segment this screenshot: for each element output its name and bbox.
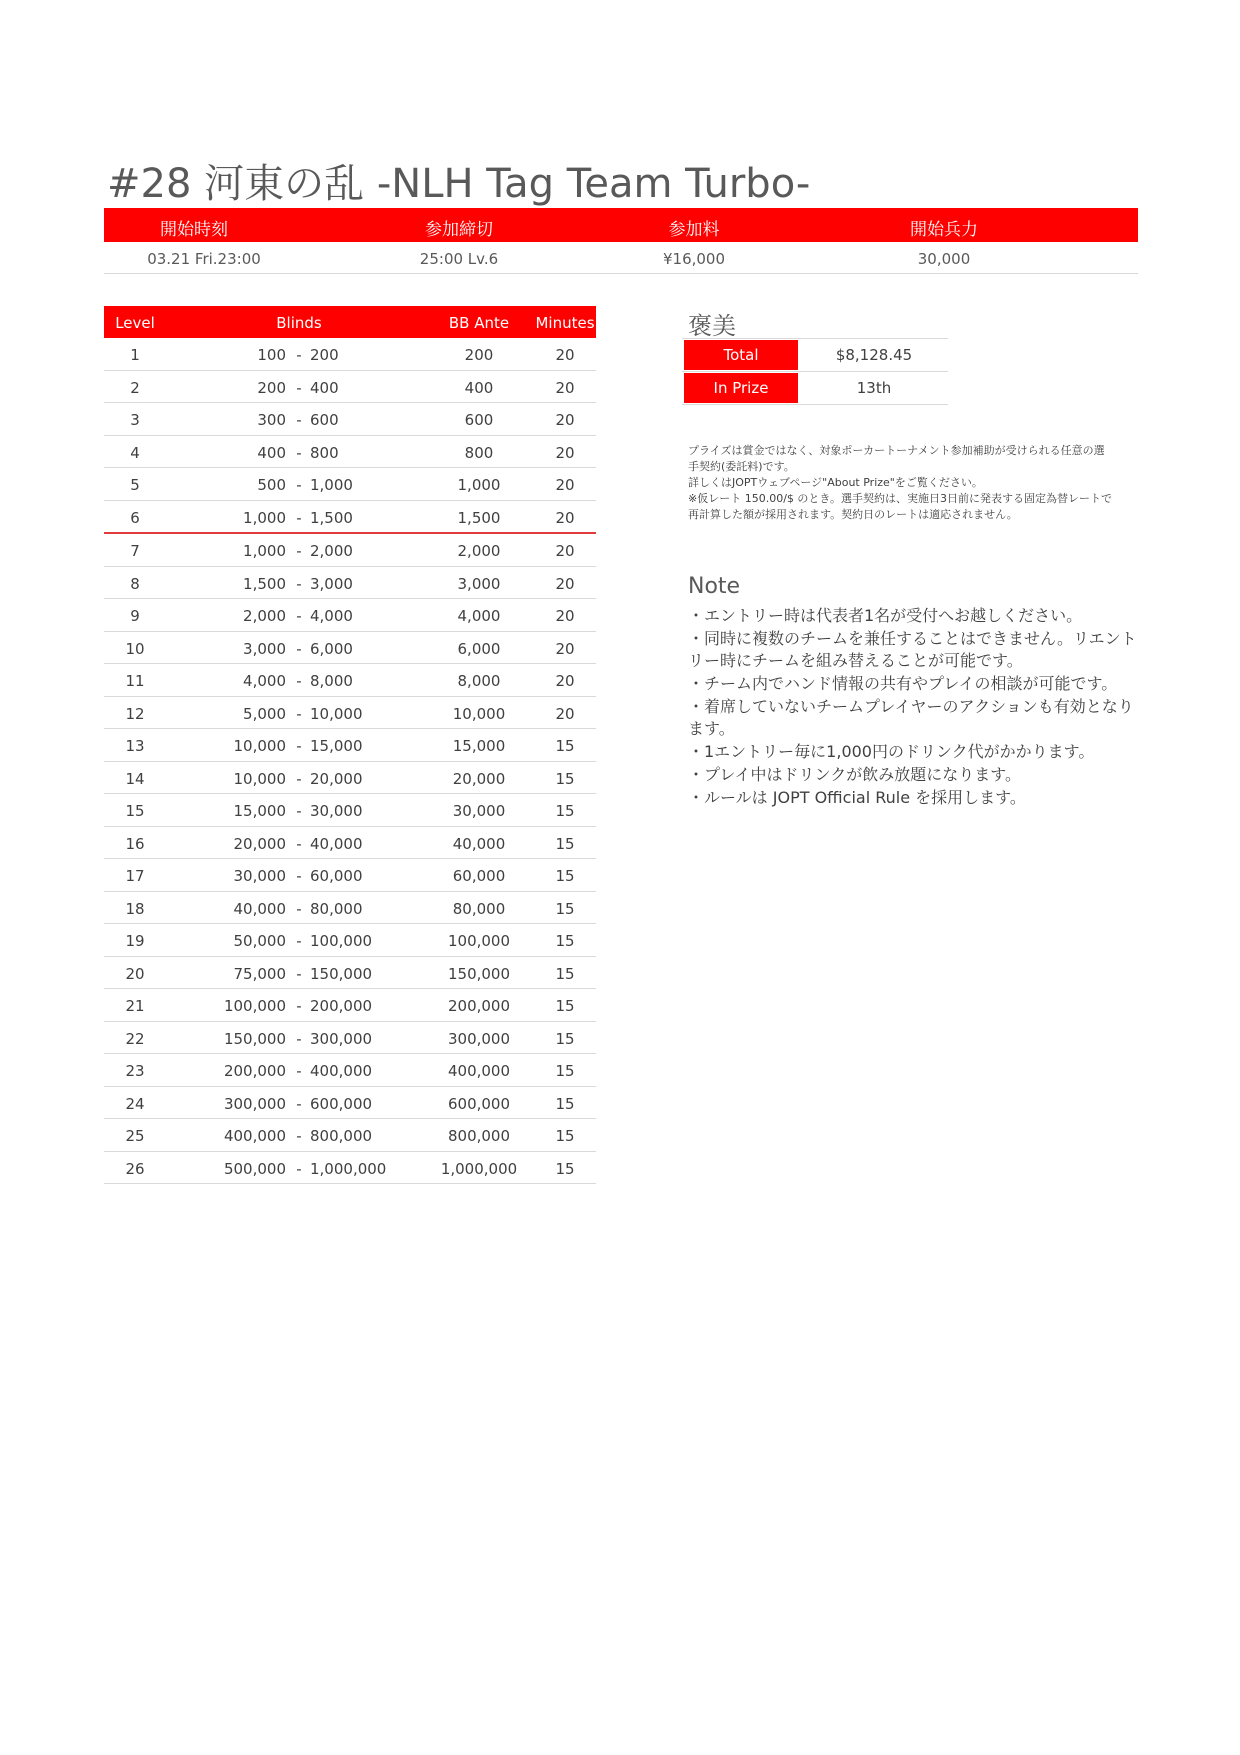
minutes-cell: 20 <box>555 443 575 462</box>
blind-separator: - <box>296 542 302 560</box>
info-header-band <box>104 208 1138 242</box>
big-blind-cell: 300,000 <box>310 1029 373 1048</box>
minutes-cell: 15 <box>555 802 575 820</box>
info-values-row <box>104 242 1138 274</box>
big-blind-cell: 400,000 <box>310 1062 373 1080</box>
minutes-cell: 20 <box>555 411 575 429</box>
header-buy-in: 参加料 <box>668 220 720 240</box>
big-blind-cell: 3,000 <box>310 574 353 593</box>
blind-structure-table <box>104 306 596 1184</box>
level-cell: 17 <box>125 867 145 885</box>
table-row <box>104 892 596 925</box>
blind-separator: - <box>296 932 302 950</box>
table-row <box>104 567 596 600</box>
small-blind-cell: 2,000 <box>243 607 286 625</box>
table-row <box>104 989 596 1022</box>
table-row <box>104 599 596 632</box>
col-minutes-header: Minutes <box>535 314 595 332</box>
table-row <box>104 1152 596 1185</box>
big-blind-cell: 400 <box>310 378 339 397</box>
level-cell: 18 <box>125 899 145 918</box>
blind-separator: - <box>296 574 302 593</box>
minutes-cell: 20 <box>555 378 575 397</box>
blind-separator: - <box>296 639 302 658</box>
table-row <box>104 501 596 535</box>
big-blind-cell: 1,000,000 <box>310 1159 387 1178</box>
level-cell: 4 <box>130 443 140 462</box>
blind-separator: - <box>296 1029 302 1048</box>
minutes-cell: 15 <box>555 834 575 853</box>
small-blind-cell: 10,000 <box>233 737 286 755</box>
prize-value-in-prize: 13th <box>856 379 892 397</box>
note-item: ・チーム内でハンド情報の共有やプレイの相談が可能です。 <box>688 674 1118 693</box>
small-blind-cell: 4,000 <box>243 672 286 690</box>
prize-note-line: ※仮レート 150.00/$ のとき。選手契約は、実施日3日前に発表する固定為替レートで <box>688 492 1112 505</box>
ante-cell: 1,000,000 <box>440 1159 518 1178</box>
minutes-cell: 15 <box>555 932 575 950</box>
big-blind-cell: 40,000 <box>310 834 363 853</box>
small-blind-cell: 1,000 <box>243 508 286 527</box>
blind-separator: - <box>296 899 302 918</box>
big-blind-cell: 1,000 <box>310 476 353 494</box>
level-cell: 6 <box>130 508 140 527</box>
big-blind-cell: 4,000 <box>310 607 353 625</box>
blind-separator: - <box>296 737 302 755</box>
small-blind-cell: 100,000 <box>223 997 286 1015</box>
prize-title: 褒美 <box>688 312 736 340</box>
big-blind-cell: 800,000 <box>310 1127 373 1145</box>
small-blind-cell: 200 <box>257 378 286 397</box>
header-start-time: 開始時刻 <box>160 220 228 240</box>
big-blind-cell: 6,000 <box>310 639 353 658</box>
notes-list <box>688 605 1138 810</box>
table-row <box>104 1022 596 1055</box>
prize-row-in-prize <box>682 371 948 405</box>
value-registration-close: 25:00 Lv.6 <box>419 250 499 268</box>
small-blind-cell: 3,000 <box>243 639 286 658</box>
table-row <box>104 762 596 795</box>
table-row <box>104 794 596 827</box>
table-row <box>104 371 596 404</box>
minutes-cell: 15 <box>555 1127 575 1145</box>
ante-cell: 600 <box>464 411 494 429</box>
table-row <box>104 468 596 501</box>
level-cell: 12 <box>125 704 145 723</box>
level-cell: 26 <box>125 1159 145 1178</box>
note-item: ・同時に複数のチームを兼任することはできません。リエントリー時にチームを組み替えることが可能です。 <box>688 629 1137 670</box>
level-cell: 9 <box>130 607 140 625</box>
table-row <box>104 729 596 762</box>
blind-separator: - <box>296 769 302 788</box>
note-item: ・ルールは JOPT Official Rule を採用します。 <box>688 788 1026 807</box>
big-blind-cell: 80,000 <box>310 899 363 918</box>
minutes-cell: 15 <box>555 964 575 983</box>
level-cell: 10 <box>125 639 145 658</box>
small-blind-cell: 150,000 <box>223 1029 286 1048</box>
blind-separator: - <box>296 867 302 885</box>
big-blind-cell: 2,000 <box>310 542 353 560</box>
ante-cell: 200,000 <box>447 997 511 1015</box>
table-row <box>104 632 596 665</box>
table-row <box>104 1119 596 1152</box>
big-blind-cell: 600 <box>310 411 339 429</box>
blind-separator: - <box>296 607 302 625</box>
blind-separator: - <box>296 964 302 983</box>
value-buy-in: ¥16,000 <box>662 250 726 268</box>
blind-separator: - <box>296 443 302 462</box>
table-row <box>104 436 596 469</box>
table-row <box>104 827 596 860</box>
big-blind-cell: 10,000 <box>310 704 363 723</box>
big-blind-cell: 30,000 <box>310 802 363 820</box>
col-ante-header: BB Ante <box>448 314 510 332</box>
blind-table-body <box>104 338 596 1184</box>
col-level-header: Level <box>115 314 155 332</box>
ante-cell: 800,000 <box>447 1127 511 1145</box>
ante-cell: 600,000 <box>447 1094 511 1113</box>
ante-cell: 1,500 <box>457 508 501 527</box>
blind-separator: - <box>296 476 302 494</box>
blind-separator: - <box>296 672 302 690</box>
small-blind-cell: 500,000 <box>223 1159 286 1178</box>
level-cell: 8 <box>130 574 140 593</box>
minutes-cell: 15 <box>555 997 575 1015</box>
small-blind-cell: 1,500 <box>243 574 286 593</box>
minutes-cell: 20 <box>555 508 575 527</box>
blind-table-header <box>104 306 596 338</box>
table-row <box>104 1087 596 1120</box>
prize-note-line: 再計算した額が採用されます。契約日のレートは適応されません。 <box>688 508 1018 521</box>
ante-cell: 30,000 <box>452 802 506 820</box>
note-item: ・プレイ中はドリンクが飲み放題になります。 <box>688 765 1021 784</box>
ante-cell: 150,000 <box>447 964 511 983</box>
big-blind-cell: 600,000 <box>310 1094 373 1113</box>
small-blind-cell: 200,000 <box>223 1062 286 1080</box>
header-starting-stack: 開始兵力 <box>910 220 978 240</box>
blind-separator: - <box>296 1062 302 1080</box>
level-cell: 19 <box>125 932 145 950</box>
level-cell: 7 <box>130 542 140 560</box>
blind-separator: - <box>296 1094 302 1113</box>
blind-separator: - <box>296 802 302 820</box>
minutes-cell: 20 <box>555 607 575 625</box>
ante-cell: 6,000 <box>457 639 501 658</box>
minutes-cell: 20 <box>555 672 575 690</box>
blind-separator: - <box>296 346 302 364</box>
big-blind-cell: 15,000 <box>310 737 363 755</box>
ante-cell: 20,000 <box>452 769 506 788</box>
blind-separator: - <box>296 378 302 397</box>
minutes-cell: 15 <box>555 1159 575 1178</box>
small-blind-cell: 500 <box>257 476 286 494</box>
small-blind-cell: 15,000 <box>233 802 286 820</box>
blind-separator: - <box>296 704 302 723</box>
small-blind-cell: 300 <box>257 411 286 429</box>
small-blind-cell: 10,000 <box>233 769 286 788</box>
level-cell: 14 <box>125 769 145 788</box>
note-item: ・着席していないチームプレイヤーのアクションも有効となります。 <box>688 697 1134 738</box>
ante-cell: 100,000 <box>447 932 511 950</box>
prize-label-in-prize: In Prize <box>684 373 798 403</box>
page-title: #28 河東の乱 -NLH Tag Team Turbo- <box>107 161 811 207</box>
table-row <box>104 403 596 436</box>
ante-cell: 400,000 <box>447 1062 511 1080</box>
value-starting-stack: 30,000 <box>917 250 971 268</box>
big-blind-cell: 1,500 <box>310 508 353 527</box>
prize-value-total: $8,128.45 <box>835 346 913 364</box>
ante-cell: 10,000 <box>452 704 506 723</box>
ante-cell: 800 <box>464 443 494 462</box>
blind-separator: - <box>296 1159 302 1178</box>
blind-separator: - <box>296 1127 302 1145</box>
ante-cell: 300,000 <box>447 1029 511 1048</box>
table-row <box>104 924 596 957</box>
minutes-cell: 20 <box>555 346 575 364</box>
small-blind-cell: 50,000 <box>233 932 286 950</box>
ante-cell: 8,000 <box>457 672 501 690</box>
small-blind-cell: 400,000 <box>223 1127 286 1145</box>
table-row <box>104 338 596 371</box>
small-blind-cell: 1,000 <box>243 542 286 560</box>
ante-cell: 200 <box>464 346 494 364</box>
blind-separator: - <box>296 834 302 853</box>
minutes-cell: 15 <box>555 1062 575 1080</box>
level-cell: 2 <box>130 378 140 397</box>
minutes-cell: 15 <box>555 1094 575 1113</box>
level-cell: 21 <box>125 997 145 1015</box>
level-cell: 22 <box>125 1029 145 1048</box>
small-blind-cell: 300,000 <box>223 1094 286 1113</box>
level-cell: 20 <box>125 964 145 983</box>
small-blind-cell: 5,000 <box>243 704 286 723</box>
blind-separator: - <box>296 997 302 1015</box>
ante-cell: 15,000 <box>452 737 506 755</box>
small-blind-cell: 400 <box>257 443 286 462</box>
minutes-cell: 15 <box>555 737 575 755</box>
table-row <box>104 664 596 697</box>
ante-cell: 3,000 <box>457 574 501 593</box>
big-blind-cell: 200 <box>310 346 339 364</box>
level-cell: 5 <box>130 476 140 494</box>
level-cell: 25 <box>125 1127 145 1145</box>
big-blind-cell: 200,000 <box>310 997 373 1015</box>
level-cell: 13 <box>125 737 145 755</box>
minutes-cell: 15 <box>555 899 575 918</box>
minutes-cell: 20 <box>555 639 575 658</box>
level-cell: 11 <box>125 672 145 690</box>
level-cell: 16 <box>125 834 145 853</box>
note-item: ・エントリー時は代表者1名が受付へお越しください。 <box>688 606 1083 625</box>
blind-separator: - <box>296 411 302 429</box>
small-blind-cell: 75,000 <box>233 964 286 983</box>
table-row <box>104 534 596 567</box>
note-item: ・1エントリー毎に1,000円のドリンク代がかかります。 <box>688 742 1095 761</box>
table-row <box>104 859 596 892</box>
big-blind-cell: 100,000 <box>310 932 373 950</box>
small-blind-cell: 30,000 <box>233 867 286 885</box>
table-row <box>104 697 596 730</box>
col-blinds-header: Blinds <box>276 314 322 332</box>
prize-label-total: Total <box>684 340 798 370</box>
level-cell: 24 <box>125 1094 145 1113</box>
minutes-cell: 15 <box>555 1029 575 1048</box>
minutes-cell: 20 <box>555 704 575 723</box>
ante-cell: 2,000 <box>457 542 501 560</box>
level-cell: 23 <box>125 1062 145 1080</box>
blind-separator: - <box>296 508 302 527</box>
level-cell: 1 <box>130 346 140 364</box>
small-blind-cell: 100 <box>257 346 286 364</box>
header-registration-close: 参加締切 <box>425 220 493 240</box>
ante-cell: 40,000 <box>452 834 506 853</box>
minutes-cell: 20 <box>555 542 575 560</box>
value-start-time: 03.21 Fri.23:00 <box>147 250 261 268</box>
prize-row-total <box>682 338 948 371</box>
big-blind-cell: 60,000 <box>310 867 363 885</box>
prize-table <box>682 338 948 405</box>
level-cell: 15 <box>125 802 145 820</box>
table-row <box>104 957 596 990</box>
note-title: Note <box>688 574 741 599</box>
minutes-cell: 15 <box>555 867 575 885</box>
small-blind-cell: 40,000 <box>233 899 286 918</box>
prize-note-line: 詳しくはJOPTウェブページ"About Prize"をご覧ください。 <box>688 476 983 489</box>
ante-cell: 4,000 <box>457 607 501 625</box>
small-blind-cell: 20,000 <box>233 834 286 853</box>
big-blind-cell: 20,000 <box>310 769 363 788</box>
ante-cell: 1,000 <box>457 476 501 494</box>
minutes-cell: 20 <box>555 574 575 593</box>
prize-note-line: 手契約(委託料)です。 <box>688 460 795 473</box>
big-blind-cell: 150,000 <box>310 964 373 983</box>
prize-note-line: プライズは賞金ではなく、対象ポーカートーナメント参加補助が受けられる任意の選 <box>688 444 1105 457</box>
prize-disclaimer <box>688 443 1138 523</box>
level-cell: 3 <box>130 411 140 429</box>
table-row <box>104 1054 596 1087</box>
minutes-cell: 15 <box>555 769 575 788</box>
ante-cell: 400 <box>464 378 494 397</box>
minutes-cell: 20 <box>555 476 575 494</box>
ante-cell: 60,000 <box>452 867 506 885</box>
big-blind-cell: 800 <box>310 443 339 462</box>
ante-cell: 80,000 <box>452 899 506 918</box>
big-blind-cell: 8,000 <box>310 672 353 690</box>
